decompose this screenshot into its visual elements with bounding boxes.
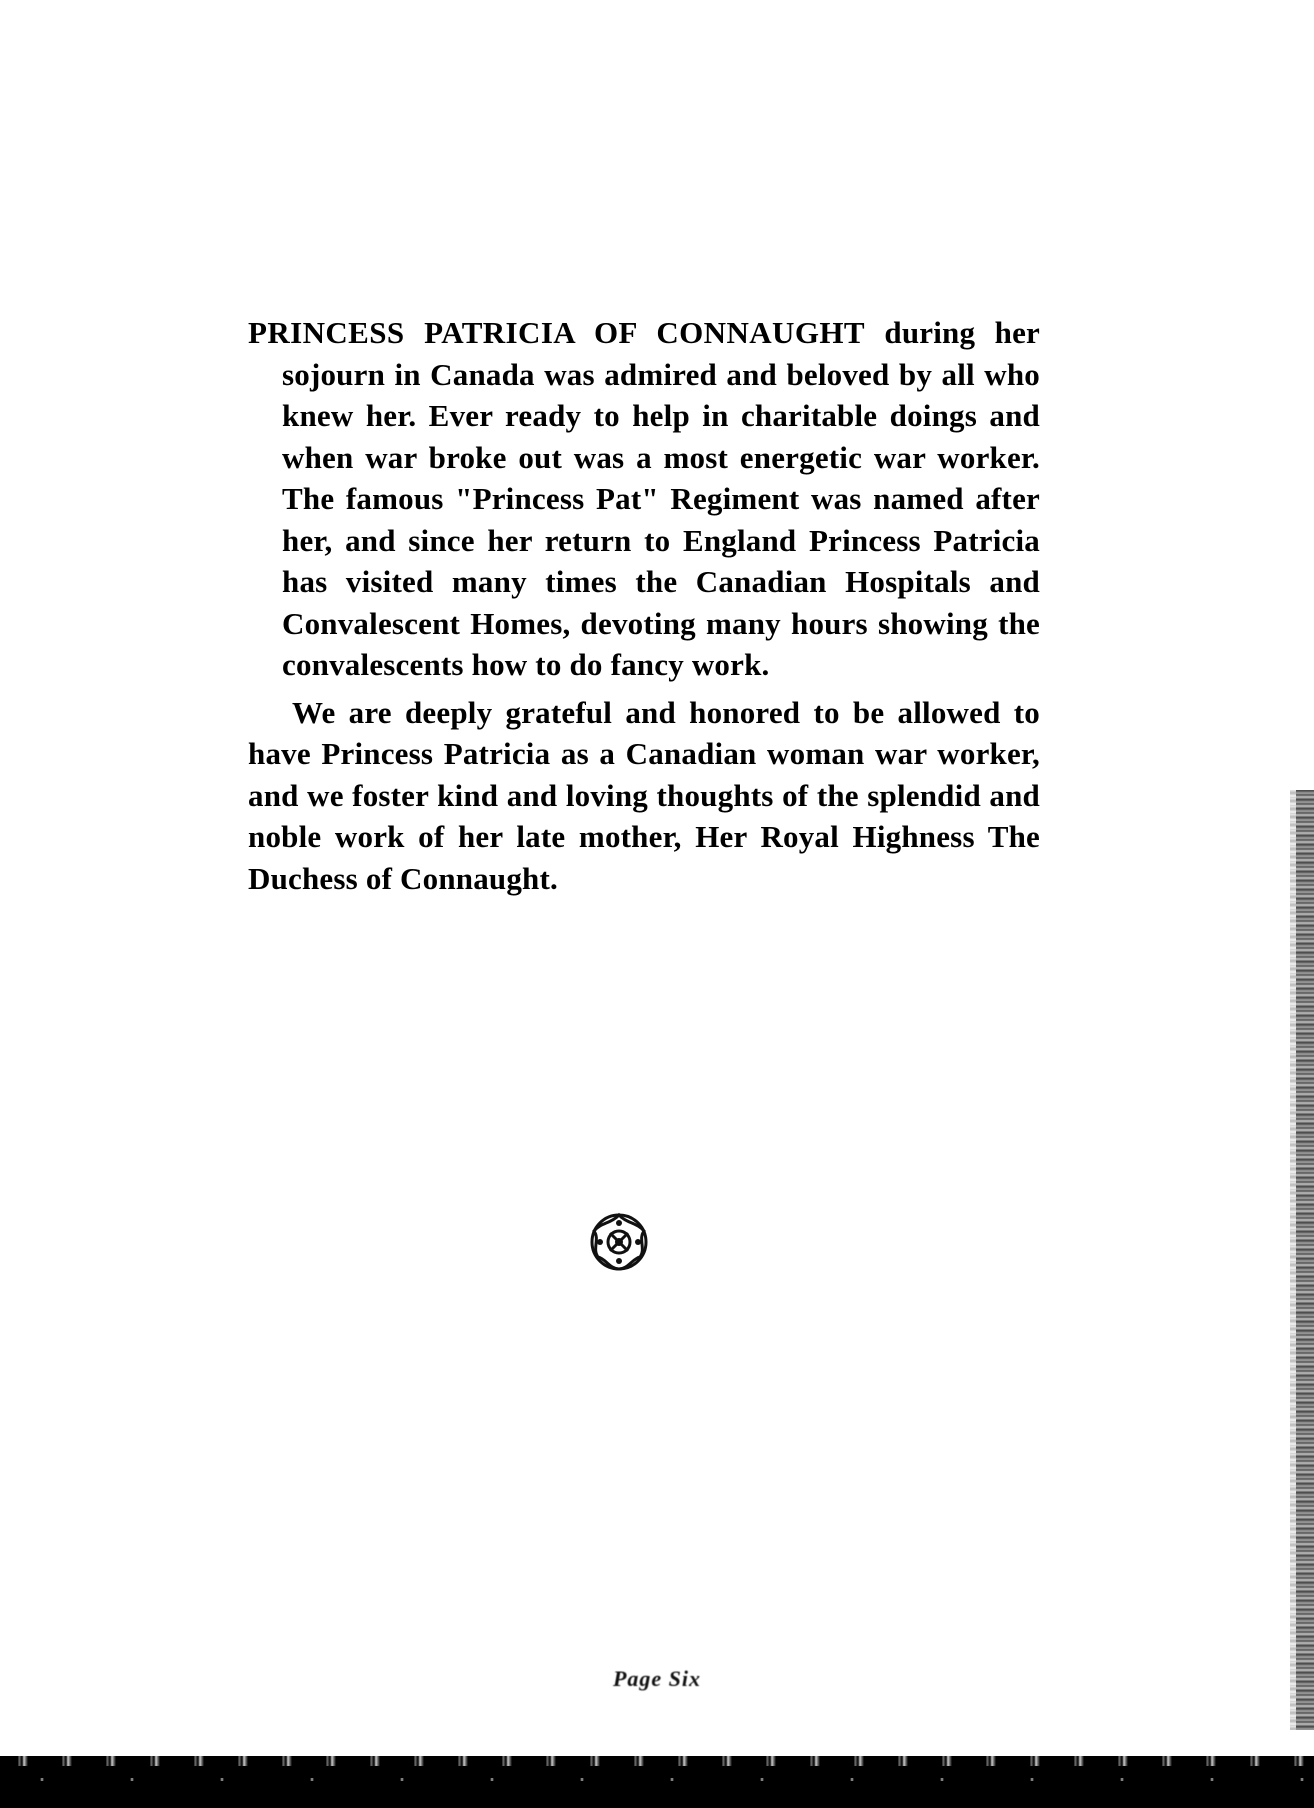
page-number: Page Six (612, 1666, 702, 1691)
scan-bottom-edge (0, 1756, 1314, 1808)
binding-spine (1296, 790, 1314, 1730)
paragraph-1-text: during her sojourn in Canada was admired and beloved by all who knew her. Ever ready to help in charitable doings and when war broke out was a most energetic war worker. The famous "Princess Pat" Regiment was named after her, and since her return to England Princess Patricia has visited many times the Canadian Hospitals and Convalescent Homes, devoting many hours showing the convalescents how to do fancy work. (282, 315, 1040, 682)
paragraph-2: We are deeply grateful and honored to be allowed to have Princess Patricia as a Canadian woman war worker, and we foster kind and loving thoughts of the splendid and noble work of her late mother, Her Royal Highness The Duchess of Connaught. (248, 694, 1040, 896)
paragraph-1 (248, 312, 1040, 686)
body-text (248, 312, 1040, 899)
paragraph-1-lead: PRINCESS PATRICIA OF CONNAUGHT (248, 315, 865, 350)
rose-ornament-icon (586, 1209, 652, 1275)
